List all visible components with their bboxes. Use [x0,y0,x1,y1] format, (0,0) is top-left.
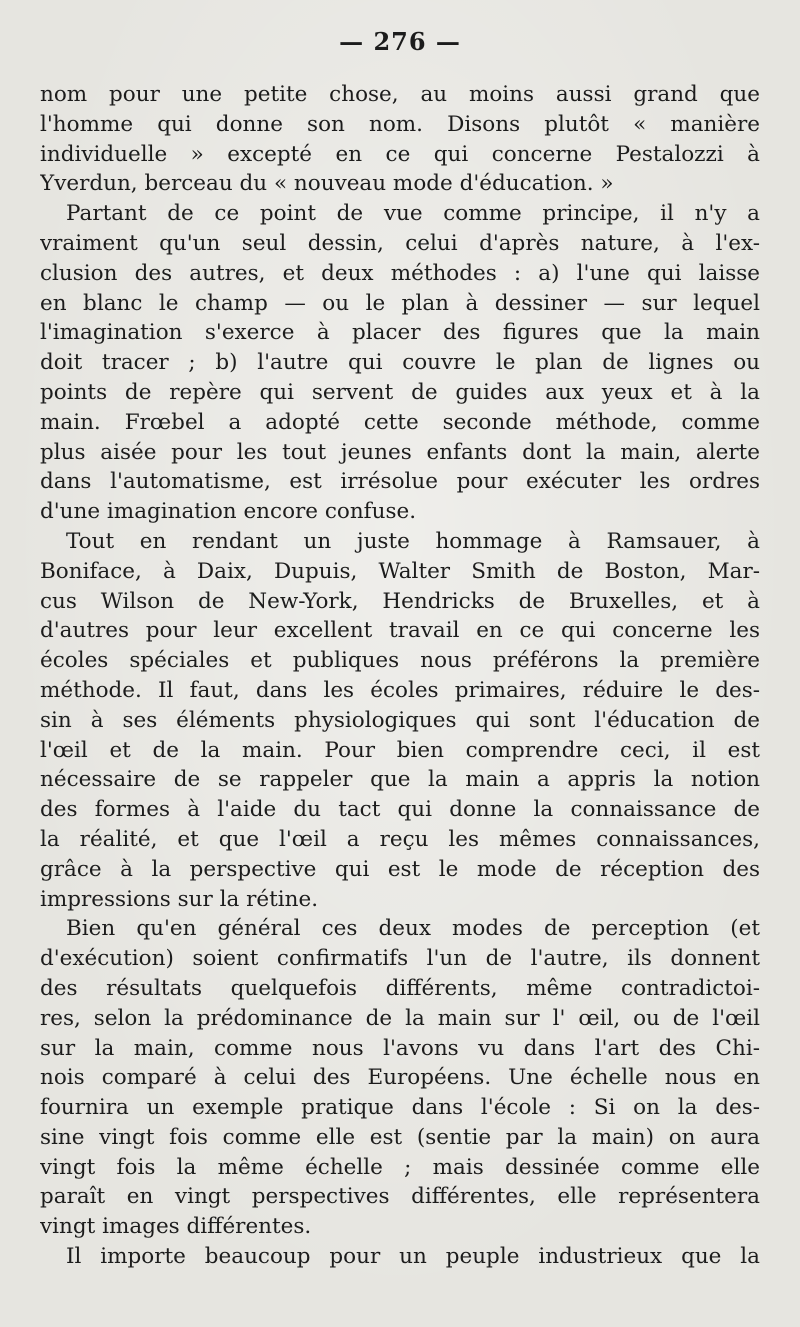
text-line: vingt fois la même échelle ; mais dessinée comme elle [40,1154,760,1180]
text-line: l'imagination s'exerce à placer des figures que la main [40,320,760,346]
text-line: grâce à la perspective qui est le mode de réception des [40,856,760,882]
text-line: des formes à l'aide du tact qui donne la connaissance de [40,797,760,823]
text-line: sin à ses éléments physiologiques qui sont l'éducation de [40,707,760,733]
text-line: nois comparé à celui des Européens. Une échelle nous en [40,1065,760,1091]
text-line: écoles spéciales et publiques nous préférons la première [40,648,760,674]
text-line: d'une imagination encore confuse. [40,499,417,525]
text-line: impressions sur la rétine. [40,886,319,912]
text-line: Partant de ce point de vue comme principe, il n'y a [66,201,760,227]
text-line: points de repère qui servent de guides aux yeux et à la [40,379,760,405]
text-line: l'œil et de la main. Pour bien comprendre ceci, il est [40,737,760,763]
text-line: plus aisée pour les tout jeunes enfants dont la main, alerte [40,439,760,465]
text-line: dans l'automatisme, est irrésolue pour exécuter les ordres [40,469,760,495]
text-line: Il importe beaucoup pour un peuple industrieux que la [66,1244,760,1270]
text-line: Bien qu'en général ces deux modes de perception (et [66,916,760,942]
text-line: nom pour une petite chose, au moins aussi grand que [40,82,760,107]
text-line: main. Frœbel a adopté cette seconde méthode, comme [40,409,760,435]
text-line: doit tracer ; b) l'autre qui couvre le plan de lignes ou [40,350,760,376]
text-line: vraiment qu'un seul dessin, celui d'après nature, à l'ex- [40,230,760,256]
text-line: Tout en rendant un juste hommage à Ramsauer, à [66,528,760,554]
text-line: l'homme qui donne son nom. Disons plutôt « manière [40,111,760,137]
page-number: — 276 — [339,27,461,56]
text-line: individuelle » excepté en ce qui concerne Pestalozzi à [40,141,760,167]
text-line: Yverdun, berceau du « nouveau mode d'éducation. » [40,171,614,197]
text-line: d'autres pour leur excellent travail en ce qui concerne les [40,618,760,644]
text-line: vingt images différentes. [40,1214,312,1240]
text-line: Boniface, à Daix, Dupuis, Walter Smith de Boston, Mar- [40,558,760,584]
text-line: clusion des autres, et deux méthodes : a) l'une qui laisse [40,260,760,286]
text-line: en blanc le champ — ou le plan à dessiner — sur lequel [40,290,760,316]
text-line: méthode. Il faut, dans les écoles primaires, réduire le des- [40,677,760,703]
body-text [40,80,760,1272]
text-line: d'exécution) soient confirmatifs l'un de l'autre, ils donnent [40,946,760,972]
text-line: cus Wilson de New-York, Hendricks de Bruxelles, et à [40,588,760,614]
text-line: des résultats quelquefois différents, même contradictoi- [40,975,760,1001]
text-line: paraît en vingt perspectives différentes, elle représentera [40,1184,760,1210]
text-line: res, selon la prédominance de la main sur l' œil, ou de l'œil [40,1005,760,1031]
text-line: sur la main, comme nous l'avons vu dans l'art des Chi- [40,1035,760,1061]
text-line: la réalité, et que l'œil a reçu les mêmes connaissances, [40,826,760,852]
text-line: sine vingt fois comme elle est (sentie par la main) on aura [40,1124,760,1150]
text-line: fournira un exemple pratique dans l'école : Si on la des- [40,1095,760,1121]
text-line: nécessaire de se rappeler que la main a appris la notion [40,767,760,793]
